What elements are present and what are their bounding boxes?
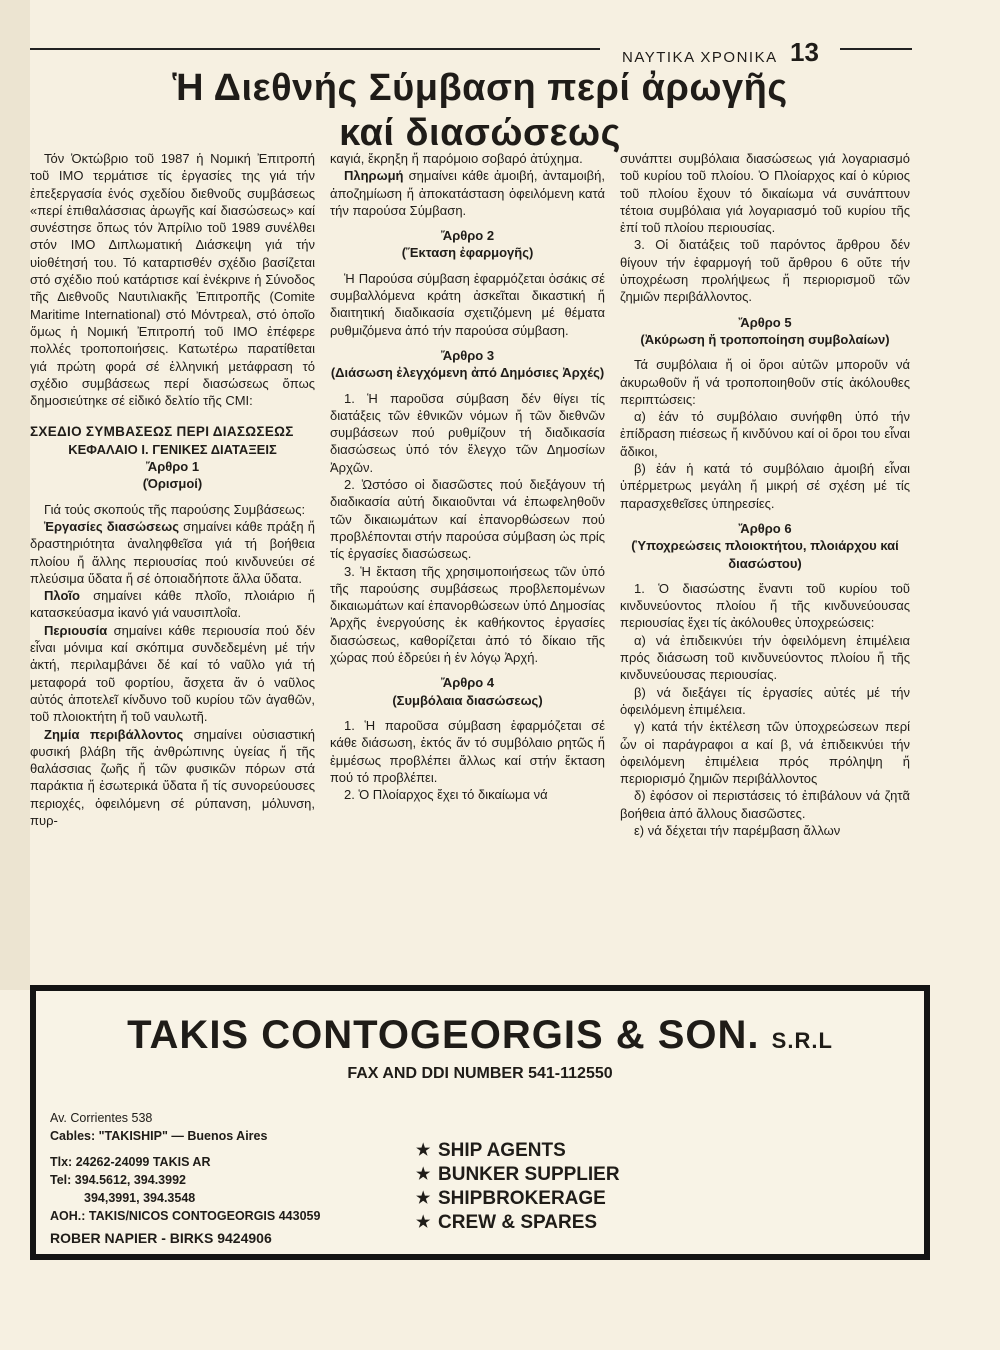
service-item (416, 1163, 620, 1187)
article-4-para-3: 3. Οἱ διατάξεις τοῦ παρόντος ἄρθρου δέν θίγουν τήν ἐφαρμογή τοῦ ἄρθρου 6 οὔτε τήν ὑποχρέωση προλήψεως ἤ περιορισμοῦ τῶν ζημιῶν περιβάλλοντος. (620, 237, 910, 305)
article-3-subtitle: (Διάσωση ἐλεγχόμενη ἀπό Δημόσιες Ἀρχές) (330, 365, 605, 381)
service-item (416, 1139, 620, 1163)
article-4-heading: Ἄρθρο 4 (440, 675, 495, 691)
page-edge (0, 0, 30, 990)
article-6-item-d: δ) ἐφόσον οἱ περιστάσεις τό ἐπιβάλουν νά ζητᾶ βοήθεια ἀπό ἄλλους διασῶστες. (620, 788, 910, 821)
article-3-para-1: 1. Ἡ παροῦσα σύμβαση δέν θίγει τίς διατάξεις τῶν ἐθνικῶν νόμων ἤ τῶν διεθνῶν συμβάσεων πού ρυθμίζουν τή διαδικασία διασώσεως ὑπό τόν ἔλεγχο τῶν Δημοσίων Ἀρχῶν. (330, 390, 605, 475)
definition-text: σημαίνει οὐσιαστική φυσική βλάβη τῆς ἀνθρώπινης ὑγείας ἤ τῆς θαλάσσιας ζωῆς ἤ τῶν φυσικῶν πόρων στά παράκτια ἤ ἐσωτερικά ὕδατα ἤ τίς συνορεύουσες περιοχές, ὀφειλόμενη σέ ρύπανση, μόλυνση, πυρ- (30, 726, 315, 828)
continuation-paragraph: καγιά, ἔκρηξη ἤ παρόμοιο σοβαρό ἀτύχημα. (330, 151, 583, 166)
star-icon: ★ (416, 1166, 431, 1183)
title-line-1: Ἡ Διεθνής Σύμβαση περί ἀρωγῆς (172, 67, 788, 109)
article-4-subtitle: (Συμβόλαια διασώσεως) (392, 692, 543, 708)
article-4-para-1: 1. Ἡ παροῦσα σύμβαση ἐφαρμόζεται σέ κάθε διάσωση, ἐκτός ἄν τό συμβόλαιο ρητῶς ἤ ἐμμέσως προβλέπει ἄλλως καί στήν ἔκταση πού τό προβλέπει. (330, 717, 605, 785)
advertisement-box (30, 985, 930, 1260)
ad-telephone-1: Tel: 394.5612, 394.3992 (50, 1173, 186, 1187)
definition-term: Πλοῖο (44, 588, 80, 604)
article-2-subtitle: (Ἔκταση ἐφαρμογῆς) (401, 245, 534, 261)
article-1-subtitle: (Ὁρισμοί) (142, 476, 203, 492)
star-icon: ★ (416, 1142, 431, 1159)
definition-term: Περιουσία (44, 622, 108, 638)
ad-after-hours: AOH.: TAKIS/NICOS CONTOGEORGIS 443059 (50, 1209, 321, 1223)
purposes-paragraph: Γιά τούς σκοπούς τῆς παρούσης Συμβάσεως: (44, 501, 306, 517)
article-6-heading: Ἄρθρο 6 (738, 520, 792, 536)
header-rule-right (840, 48, 912, 50)
column-3 (620, 150, 910, 839)
definition-term: Ἐργασίες διασώσεως (44, 518, 179, 534)
definition-text: σημαίνει κάθε πράξη ἤ δραστηριότητα ἀναληφθεῖσα γιά τή βοήθεια πλοίου ἤ ἄλλης περιουσίας πού κινδυνεύει σέ πλεύσιμα ὕδατα ἤ σέ ὁποιαδήποτε ἄλλα ὕδατα. (30, 518, 315, 586)
article-3-para-2: 2. Ὡστόσο οἱ διασῶστες πού διεξάγουν τή διαδικασία αὐτή δικαιοῦνται νά ἐπωφεληθοῦν τῶν δικαιωμάτων καί ἐπανορθώσεων πού προβλέπονται στήν παρούσα σύμβαση ὡς πρίς τίς ἐργασίες διασώσεως. (330, 477, 605, 562)
column-2 (330, 150, 605, 803)
article-1-heading: Ἄρθρο 1 (145, 459, 200, 475)
service-item (416, 1211, 620, 1235)
definition-term: Πληρωμή (344, 168, 404, 184)
service-label: SHIPBROKERAGE (438, 1188, 606, 1209)
company-name-text: TAKIS CONTOGEORGIS & SON. (127, 1013, 760, 1057)
article-5-heading: Ἄρθρο 5 (738, 314, 792, 330)
article-5-item-b: β) ἐάν ἡ κατά τό συμβόλαιο ἀμοιβή εἶναι ὑπέρμετρως μεγάλη ἤ μικρή σέ σχέση μέ τίς παρασχεθεῖσες ὑπηρεσίες. (620, 461, 910, 511)
article-5-para-1: Τά συμβόλαια ἤ οἱ ὅροι αὐτῶν μποροῦν νά ἀκυρωθοῦν ἤ νά τροποποιηθοῦν στίς ἀκόλουθες περιπτώσεις: (620, 357, 910, 407)
service-label: SHIP AGENTS (438, 1140, 566, 1161)
article-2-text: Ἡ Παρούσα σύμβαση ἐφαρμόζεται ὁσάκις σέ συμβαλλόμενα κράτη ἀσκεῖται δικαστική ἤ διαιτητική διαδικασία σχετιζόμενη μέ θέματα ρυθμιζόμενα ἀπό τήν παρούσα σύμβαση. (330, 270, 605, 338)
chapter-heading: ΚΕΦΑΛΑΙΟ Ι. ΓΕΝΙΚΕΣ ΔΙΑΤΑΞΕΙΣ (68, 441, 277, 457)
definition-salvage (30, 518, 315, 587)
definition-property (30, 622, 315, 726)
page-number: 13 (790, 37, 819, 67)
ad-telex: Tlx: 24262-24099 TAKIS AR (50, 1155, 211, 1169)
star-icon: ★ (416, 1214, 431, 1231)
ad-company-name (36, 1013, 924, 1058)
ad-fax-number: FAX AND DDI NUMBER 541-112550 (347, 1065, 613, 1082)
ad-telephone-2: 394,3991, 394.3548 (84, 1191, 196, 1205)
ad-services-list (416, 1139, 620, 1235)
column-1 (30, 150, 315, 829)
intro-paragraph: Τόν Ὀκτώβριο τοῦ 1987 ἡ Νομική Ἐπιτροπή τοῦ ΙΜΟ τερμάτισε τίς ἐργασίες της γιά τήν ἐπεξεργασία ἑνός σχεδίου διεθνοῦς συμβάσεως «περί ἐπιθαλάσσιας ἀρωγῆς καί διασώσεως» καί συνέστησε ὅπως τόν Ἀπρίλιο τοῦ 1989 συνέλθει στόν ΙΜΟ Διπλωματική Διάσκεψη γιά τήν υἱοθέτησή του. Τό καταρτισθέν σχέδιο βασίζεται στό σχέδιο πού κατάρτισε καί ἐνέκρινε ἡ Σύνοδος τῆς Διεθνοῦς Ναυτιλιακῆς Ἐπιτροπῆς (Comite Maritime International) στό Μόντρεαλ, στό ὁποῖο ὅμως ἡ Νομική Ἐπιτροπή τοῦ ΙΜΟ ἐπέφερε πολλές τροποποιήσεις. Κατωτέρω παρατίθεται γιά πρώτη φορά σέ ἑλληνική μετάφραση τό σχέδιο συμβάσεως περί διασώσεως ὅπως δημοσιεύτηκε σέ εἰδικό δελτίο τῆς CMI: (30, 151, 315, 409)
journal-name: ΝΑΥΤΙΚΑ ΧΡΟΝΙΚΑ (622, 49, 778, 66)
article-5-subtitle: (Ἀκύρωση ἤ τροποποίηση συμβολαίων) (640, 331, 890, 347)
definition-text: σημαίνει κάθε περιουσία πού δέν εἶναι μόνιμα καί σκόπιμα συνδεδεμένη μέ τήν ἀκτή, περιλαμβάνει δέ καί τό ναῦλο γιά τή μεταφορά τοῦ φορτίου, ἄσχετα ἄν ὁ ναῦλος αὐτός ἀποτελεῖ κίνδυνο τοῦ κυρίου τῶν ἀγαθῶν, τοῦ πλοιοκτήτη ἤ τοῦ ναυλωτῆ. (30, 622, 315, 725)
service-item (416, 1187, 620, 1211)
ad-address: Av. Corrientes 538 (50, 1111, 153, 1125)
company-suffix: S.R.L (771, 1028, 833, 1053)
ad-napier-contact: ROBER NAPIER - BIRKS 9424906 (50, 1230, 272, 1246)
draft-title: ΣΧΕΔΙΟ ΣΥΜΒΑΣΕΩΣ ΠΕΡΙ ΔΙΑΣΩΣΕΩΣ (30, 424, 294, 440)
article-body (30, 150, 920, 980)
header-rule (30, 48, 600, 50)
definition-payment (330, 167, 605, 219)
article-6-subtitle: (Ὑποχρεώσεις πλοιοκτήτου, πλοιάρχου καί διασώστου) (631, 538, 899, 571)
service-label: CREW & SPARES (438, 1212, 598, 1233)
article-title (30, 66, 930, 156)
article-6-item-e: ε) νά δέχεται τήν παρέμβαση ἄλλων (634, 822, 841, 838)
definition-vessel (30, 587, 315, 622)
title-line-2: καί διασώσεως (339, 112, 621, 154)
article-6-item-c: γ) κατά τήν ἐκτέλεση τῶν ὑποχρεώσεων περί ὧν οἱ παράγραφοι α καί β, νά ἐπιδεικνύει τήν ὀφειλόμενη ἐπιμέλεια πρός πρόληψη ἤ περιορισμό ζημιῶν περιβάλλοντος (620, 719, 910, 787)
continuation-paragraph: συνάπτει συμβόλαια διασώσεως γιά λογαριασμό τοῦ κυρίου τοῦ πλοίου. Ὁ Πλοίαρχος καί ὁ κύριος τοῦ πλοίου ἔχουν τό δικαίωμα νά συνάπτουν τέτοια συμβόλαια γιά λογαριασμό τοῦ κυρίου τῆς ἐπί τοῦ πλοίου περιουσίας. (620, 151, 910, 236)
article-6-para-1: 1. Ὁ διασώστης ἔναντι τοῦ κυρίου τοῦ κινδυνεύοντος πλοίου ἤ τῆς κινδυνεύουσας περιουσίας ἔχει τίς ἀκόλουθες ὑποχρεώσεις: (620, 580, 910, 631)
article-6-item-a: α) νά ἐπιδεικνύει τήν ὀφειλόμενη ἐπιμέλεια πρός διάσωση τοῦ κινδυνεύοντος πλοίου ἤ τῆς κινδυνεύουσας περιουσίας. (620, 632, 910, 683)
definition-environment (30, 726, 315, 830)
definition-term: Ζημία περιβάλλοντος (44, 726, 184, 742)
definition-text: σημαίνει κάθε ἀμοιβή, ἀνταμοιβή, ἀποζημίωση ἤ ἀποκατάσταση ὀφειλόμενη κατά τήν παρούσα Σύμβαση. (330, 168, 605, 218)
article-4-para-2: 2. Ὁ Πλοίαρχος ἔχει τό δικαίωμα νά (344, 787, 548, 803)
article-6-item-b: β) νά διεξάγει τίς ἐργασίες αὐτές μέ τήν ὀφειλόμενη ἐπιμέλεια. (620, 684, 910, 717)
star-icon: ★ (416, 1190, 431, 1207)
definition-text: σημαίνει κάθε πλοῖο, πλοιάριο ἤ κατασκεύασμα ἱκανό γιά ναυσιπλοΐα. (30, 588, 315, 621)
article-3-para-3: 3. Ἡ ἔκταση τῆς χρησιμοποιήσεως τῶν ὑπό τῆς παρούσης συμβάσεως προβλεπομένων δικαιωμάτων καί ἐπανορθώσεων ὑπό Δημοσίας Ἀρχῆς ἐνεργούσης ἐκ καθήκοντος ἐργασίες διασώσεως, καθορίζεται ἀπό τό δίκαιο τῆς χώρας πού ἑδρεύει ἡ ἐν λόγῳ Ἀρχή. (330, 563, 605, 666)
article-3-heading: Ἄρθρο 3 (440, 347, 495, 363)
ad-cables: Cables: "TAKISHIP" — Buenos Aires (50, 1129, 268, 1143)
service-label: BUNKER SUPPLIER (438, 1164, 620, 1185)
article-2-heading: Ἄρθρο 2 (440, 228, 495, 244)
ad-contact-block (50, 1109, 320, 1247)
article-5-item-a: α) ἐάν τό συμβόλαιο συνήφθη ὑπό τήν ἐπίδραση πιέσεως ἤ κινδύνου καί οἱ ὅροι του εἶναι ἄδικοι, (620, 409, 910, 459)
